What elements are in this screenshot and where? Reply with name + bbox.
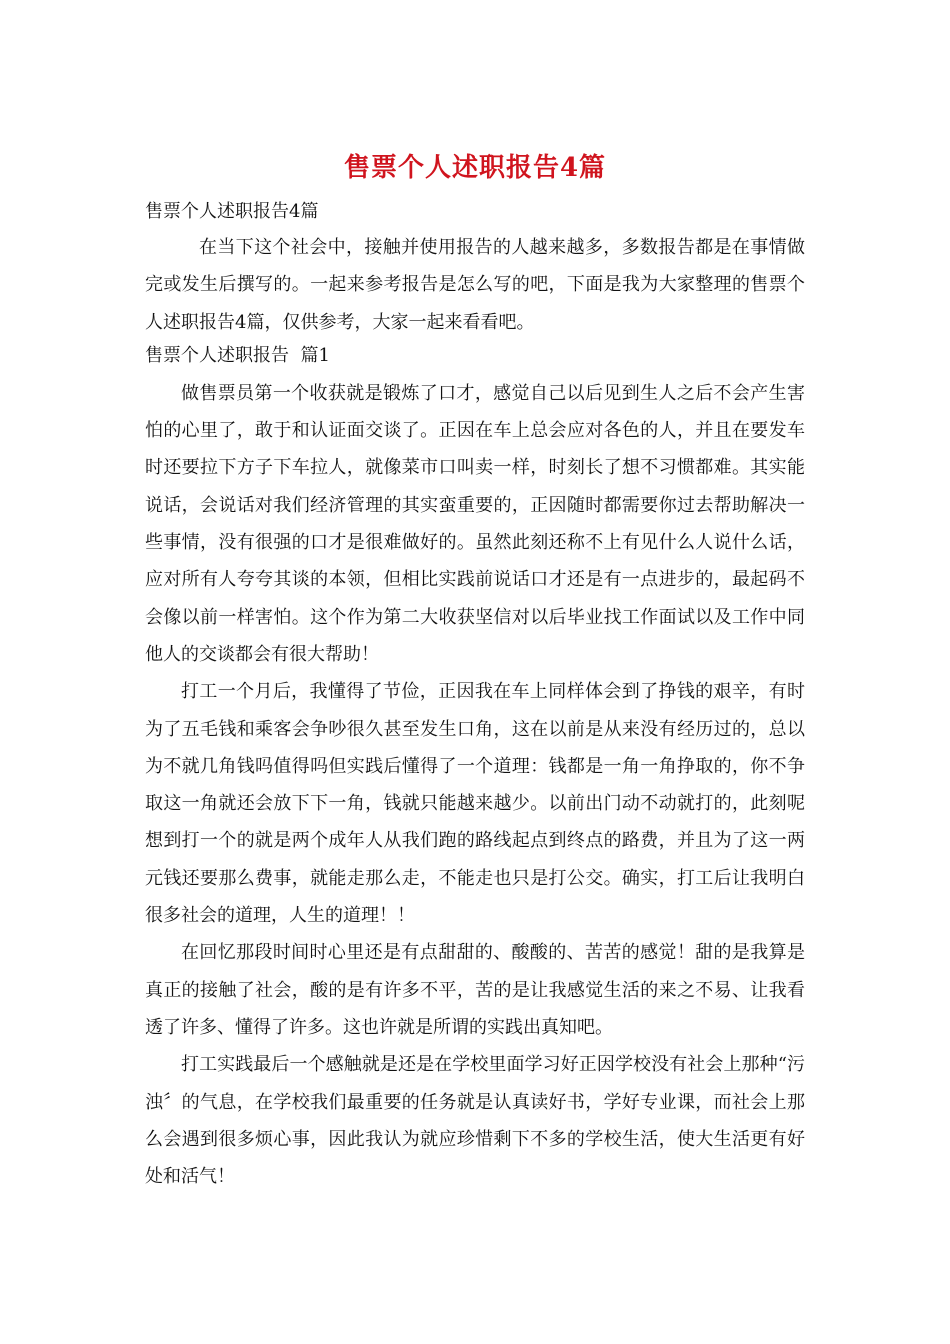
body-paragraph-3: 在回忆那段时间时心里还是有点甜甜的、酸酸的、苦苦的感觉！甜的是我算是真正的接触了社会，酸的是有许多不平，苦的是让我感觉生活的来之不易、让我看透了许多、懂得了许多。这也许就是所谓的实践出真知吧。 xyxy=(145,942,805,1038)
section-heading: 售票个人述职报告 篇1 xyxy=(145,344,330,366)
intro-paragraph: 在当下这个社会中，接触并使用报告的人越来越多，多数报告都是在事情做完或发生后撰写的。一起来参考报告是怎么写的吧，下面是我为大家整理的售票个人述职报告4篇，仅供参考，大家一起来看看吧。 xyxy=(145,237,805,333)
document-body xyxy=(145,197,805,1195)
document-title: 售票个人述职报告4篇 xyxy=(343,153,607,183)
body-paragraph-2: 打工一个月后，我懂得了节俭，正因我在车上同样体会到了挣钱的艰辛，有时为了五毛钱和乘客会争吵很久甚至发生口角，这在以前是从来没有经历过的，总以为不就几角钱吗值得吗但实践后懂得了一个道理：钱都是一角一角挣取的，你不争取这一角就还会放下下一角，钱就只能越来越少。以前出门动不动就打的，此刻呢想到打一个的就是两个成年人从我们跑的路线起点到终点的路费，并且为了这一两元钱还要那么费事，就能走那么走，不能走也只是打公交。确实，打工后让我明白很多社会的道理，人生的道理！！ xyxy=(145,681,805,927)
body-paragraph-4: 打工实践最后一个感触就是还是在学校里面学习好正因学校没有社会上那种“污浊〞的气息，在学校我们最重要的任务就是认真读好书，学好专业课，而社会上那么会遇到很多烦心事，因此我认为就应珍惜剩下不多的学校生活，使大生活更有好处和活气！ xyxy=(145,1054,805,1188)
document-subtitle: 售票个人述职报告4篇 xyxy=(145,201,319,222)
body-paragraph-1: 做售票员第一个收获就是锻炼了口才，感觉自己以后见到生人之后不会产生害怕的心里了，敢于和认证面交谈了。正因在车上总会应对各色的人，并且在要发车时还要拉下方子下车拉人，就像菜市口叫卖一样，时刻长了想不习惯都难。其实能说话，会说话对我们经济管理的其实蛮重要的，正因随时都需要你过去帮助解决一些事情，没有很强的口才是很难做好的。虽然此刻还称不上有见什么人说什么话，应对所有人夸夸其谈的本领，但相比实践前说话口才还是有一点进步的，最起码不会像以前一样害怕。这个作为第二大收获坚信对以后毕业找工作面试以及工作中同他人的交谈都会有很大帮助！ xyxy=(145,382,805,665)
